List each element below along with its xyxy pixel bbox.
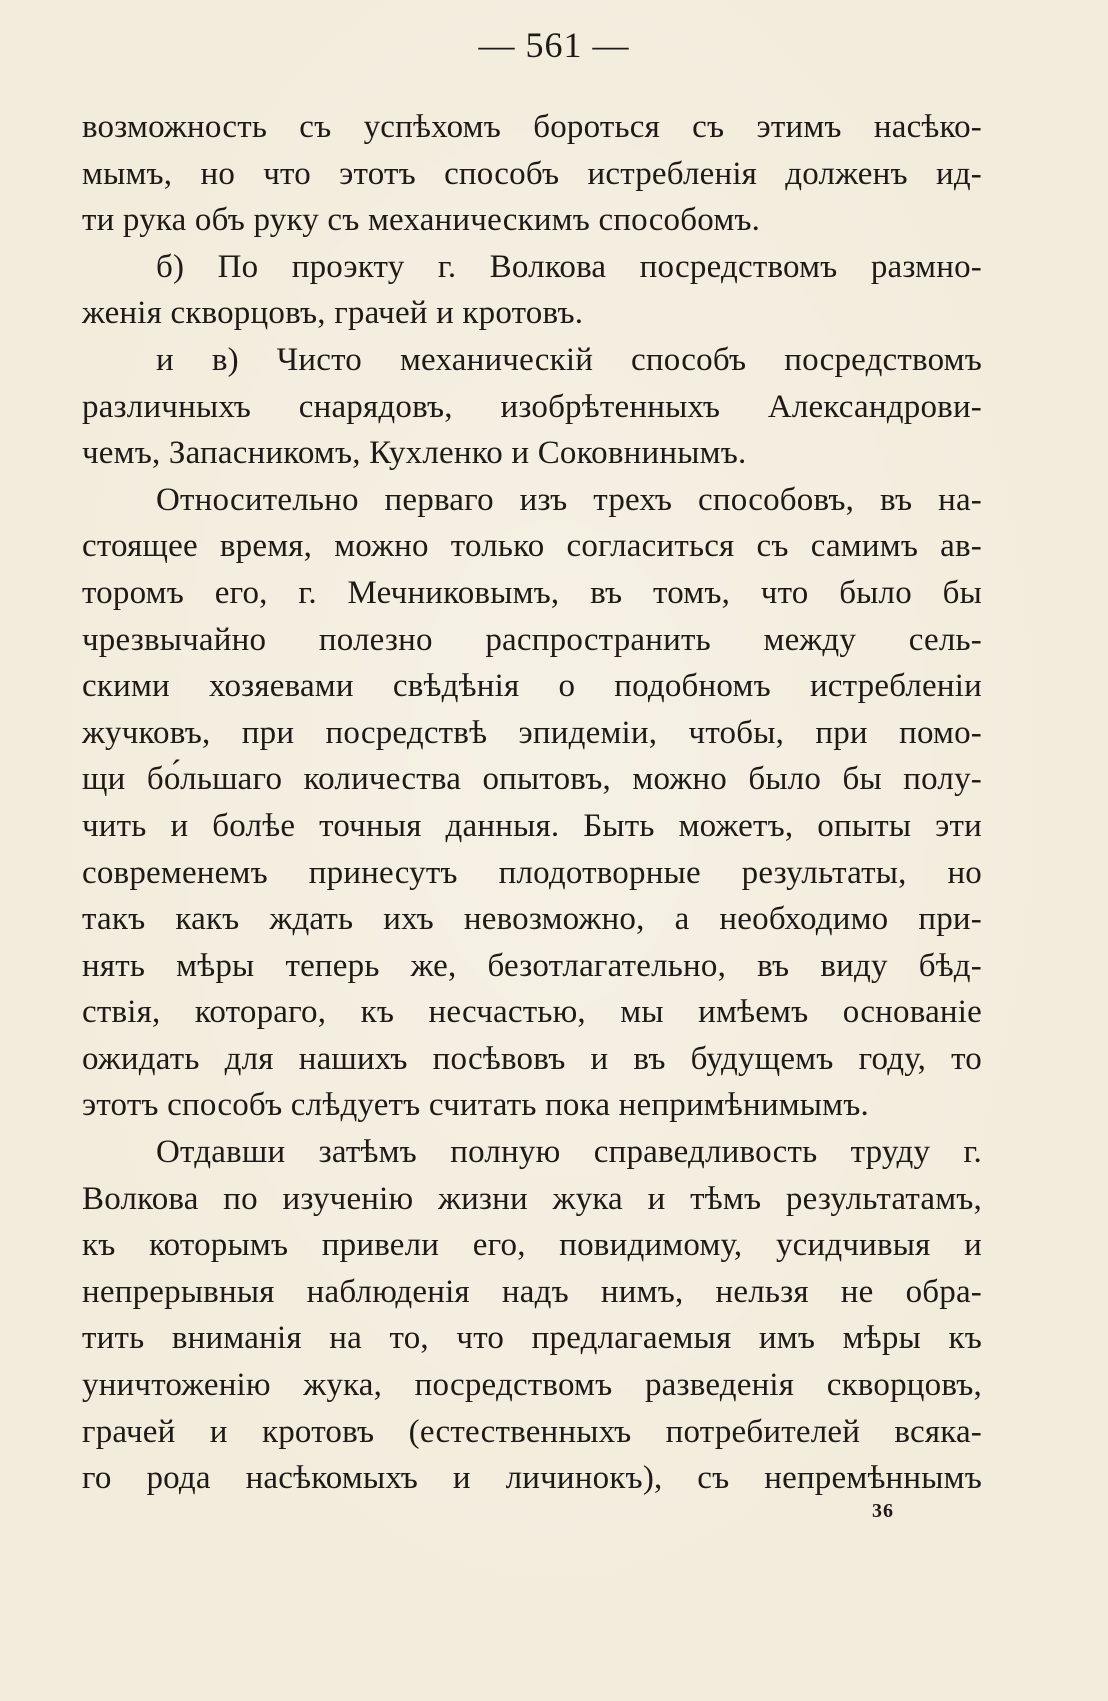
text-line: го рода насѣкомыхъ и личинокъ), съ непремѣннымъ — [82, 1460, 982, 1497]
page-number: — 561 — — [478, 25, 630, 65]
text-line: уничтоженію жука, посредствомъ разведенія скворцовъ, — [82, 1367, 982, 1404]
text-line: б) По проэкту г. Волкова посредствомъ размно- — [156, 248, 982, 285]
signature-mark: 36 — [872, 1500, 894, 1522]
text-line: стоящее время, можно только согласиться съ самимъ ав- — [82, 528, 982, 565]
text-line: чить и болѣе точныя данныя. Быть можетъ, опыты эти — [82, 807, 982, 844]
text-line: Волкова по изученію жизни жука и тѣмъ результатамъ, — [82, 1180, 982, 1217]
text-line: жучковъ, при посредствѣ эпидеміи, чтобы, при помо- — [82, 714, 982, 751]
text-line: чемъ, Запасникомъ, Кухленко и Соковнинымъ. — [82, 435, 747, 472]
text-line: чрезвычайно полезно распространить между сель- — [82, 621, 982, 658]
text-line: скими хозяевами свѣдѣнія о подобномъ истребленіи — [82, 668, 982, 705]
text-line: этотъ способъ слѣдуетъ считать пока непримѣнимымъ. — [82, 1087, 869, 1124]
text-line: Отдавши затѣмъ полную справедливость труду г. — [156, 1134, 982, 1171]
text-line: ствія, котораго, къ несчастью, мы имѣемъ основаніе — [82, 994, 982, 1031]
text-line: къ которымъ привели его, повидимому, усидчивыя и — [82, 1227, 982, 1264]
text-line: различныхъ снарядовъ, изобрѣтенныхъ Александрови- — [82, 388, 982, 425]
text-line: грачей и кротовъ (естественныхъ потребителей всяка- — [82, 1413, 982, 1450]
text-line: и в) Чисто механическій способъ посредствомъ — [156, 341, 982, 378]
text-line: щи бо́льшаго количества опытовъ, можно было бы полу- — [82, 761, 982, 798]
text-line: такъ какъ ждать ихъ невозможно, а необходимо при- — [82, 901, 982, 938]
text-line: тить вниманія на то, что предлагаемыя имъ мѣры къ — [82, 1320, 982, 1357]
text-line: торомъ его, г. Мечниковымъ, въ томъ, что было бы — [82, 574, 982, 611]
text-line: ти рука объ руку съ механическимъ способомъ. — [82, 202, 761, 239]
text-line: женія скворцовъ, грачей и кротовъ. — [82, 295, 584, 332]
text-line: непрерывныя наблюденія надъ нимъ, нельзя не обра- — [82, 1273, 982, 1310]
text-line: возможность съ успѣхомъ бороться съ этимъ насѣко- — [82, 109, 982, 145]
text-line: нять мѣры теперь же, безотлагательно, въ виду бѣд- — [82, 947, 982, 984]
text-line: современемъ принесутъ плодотворные результаты, но — [82, 854, 982, 891]
text-line: Относительно перваго изъ трехъ способовъ, въ на- — [156, 481, 982, 518]
text-line: мымъ, но что этотъ способъ истребленія долженъ ид- — [82, 155, 982, 192]
body-text — [82, 104, 982, 1502]
text-line: ожидать для нашихъ посѣвовъ и въ будущемъ году, то — [82, 1040, 982, 1077]
